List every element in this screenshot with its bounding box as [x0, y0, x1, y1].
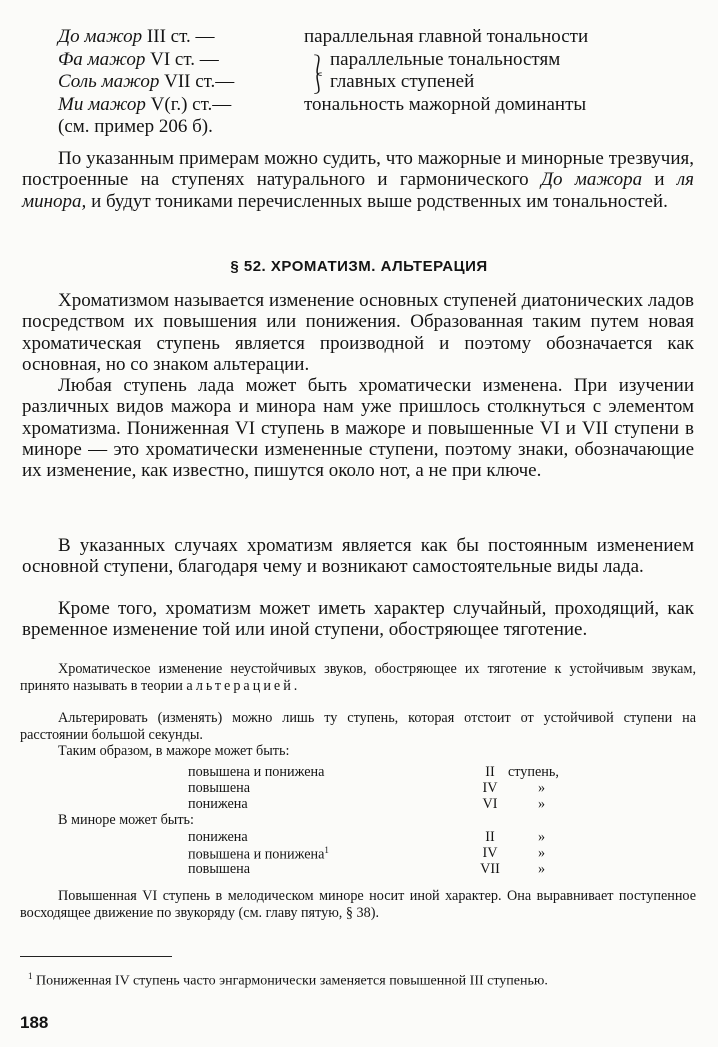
key-description: параллельная главной тональности: [304, 26, 589, 47]
small-paragraph: Повышенная VI ступень в мелодическом миноре носит иной характер. Она выравнивает поступенное восходящее движение по звукоряду (см. главу пятую, § 38).: [20, 888, 696, 921]
footnote-marker: 1: [324, 845, 329, 855]
footnote: $^1$ Пониженная IV ступень часто энгармонически заменяется повышенной III ступенью.: [28, 971, 548, 989]
paragraph: Любая ступень лада может быть хроматически изменена. При изучении различных видов мажора и минора нам уже пришлось столкнуться с элементом хроматизма. Пониженная VI ступень в мажоре и повышенные VI и VII ступени в миноре — это хроматически измененные ступени, поэтому знаки, обозначающие их изменение, как известно, пишутся около нот, а не при ключе.: [22, 375, 694, 482]
paragraph: Хроматизмом называется изменение основных ступеней диатонических ладов посредством их повышения или понижения. Образованная таким путем новая хроматическая ступень является производной и поэтому обозначается как основная, но со знаком альтерации.: [22, 290, 694, 375]
key-name: Фа мажор VI ст. —: [58, 48, 219, 70]
paragraph: Кроме того, хроматизм может иметь характер случайный, проходящий, как временное изменение той или иной ступени, обостряющее тяготение.: [22, 598, 694, 641]
book-page: До мажор III ст. — параллельная главной тональности Фа мажор VI ст. — параллельные тональностям Соль мажор VII ст.— главных ступеней Ми мажор V(г.) ст.— тональность мажорной доминанты ⎱ ⎰ (см. пример 206 б). По указанным примерам можно судить, что мажорные и минорные трезвучия, построенные на ступенях натурального и гармонического До мажора и ля минора, и будут тониками перечисленных выше родственных им тональностей. § 52. ХРОМАТИЗМ. АЛЬТЕРАЦИЯ Хроматизмом называется изменение основных ступеней диатонических ладов посредством их повышения или понижения. Образованная таким путем новая хроматическая ступень является производной и поэтому обозначается как основная, но со знаком альтерации. Любая ступень лада может быть хроматически изменена. При изучении различных видов мажора и минора нам уже пришлось столкнуться с элементом хроматизма. Пониженная VI ступень в мажоре и повышенные VI и VII ступени в миноре — это хроматически измененные ступени, поэтому знаки, обозначающие их изменение, как известно, пишутся около нот, а не при ключе. В указанных случаях хроматизм является как бы постоянным изменением основной ступени, благодаря чему и возникают самостоятельные виды лада. Кроме того, хроматизм может иметь характер случайный, проходящий, как временное изменение той или иной ступени, обостряющее тяготение. Хроматическое изменение неустойчивых звуков, обостряющее их тяготение к устойчивым звукам, принято называть в теории альтерацией. Альтерировать (изменять) можно лишь ту ступень, которая отстоит от устойчивой ступени на расстоянии большой секунды. Таким образом, в мажоре может быть: повышена и понижена II ступень, повышена IV » понижена VI » В миноре может быть: понижена II » повышена и понижена$^1$ IV » повышена VII » Повышенная VI ступень в мелодическом миноре носит иной характер. Она выравнивает поступенное восходящее движение по звукоряду (см. главу пятую, § 38). $^1$ Пониженная IV ступень часто энгармонически заменяется повышенной III ступенью. 188: [0, 0, 718, 1047]
key-name: До мажор III ст. —: [58, 26, 215, 47]
brace-top: ⎱: [308, 55, 328, 77]
section-heading: § 52. ХРОМАТИЗМ. АЛЬТЕРАЦИЯ: [230, 258, 488, 275]
brace-bottom: ⎰: [308, 73, 328, 95]
key-description: главных ступеней: [330, 71, 475, 92]
key-row: [58, 49, 698, 72]
minor-intro: В миноре может быть:: [58, 812, 194, 828]
footnote-divider: [20, 956, 172, 957]
footnote-mark: 1: [28, 971, 33, 981]
key-description: тональность мажорной доминанты: [304, 93, 587, 115]
paragraph: По указанным примерам можно судить, что мажорные и минорные трезвучия, построенные на ступенях натурального и гармонического До мажора и ля минора, и будут тониками перечисленных выше родственных им тональностей.: [22, 148, 694, 212]
key-name: Ми мажор V(г.) ст.—: [58, 93, 232, 115]
key-name: Соль мажор VII ст.—: [58, 71, 235, 92]
major-intro: Таким образом, в мажоре может быть:: [58, 743, 290, 759]
key-description: параллельные тональностям: [330, 48, 561, 70]
small-paragraph: Альтерировать (изменять) можно лишь ту ступень, которая отстоит от устойчивой ступени на расстоянии большой секунды.: [20, 710, 696, 743]
example-reference: (см. пример 206 б).: [58, 116, 213, 137]
page-number: 188: [20, 1013, 49, 1032]
key-row: [58, 71, 698, 94]
key-row: [58, 26, 698, 49]
small-paragraph: Хроматическое изменение неустойчивых звуков, обостряющее их тяготение к устойчивым звукам, принято называть в теории альтерацией.: [20, 661, 696, 694]
key-row: [58, 94, 698, 117]
related-keys-list: [58, 26, 698, 116]
paragraph: В указанных случаях хроматизм является как бы постоянным изменением основной ступени, благодаря чему и возникают самостоятельные виды лада.: [22, 535, 694, 578]
